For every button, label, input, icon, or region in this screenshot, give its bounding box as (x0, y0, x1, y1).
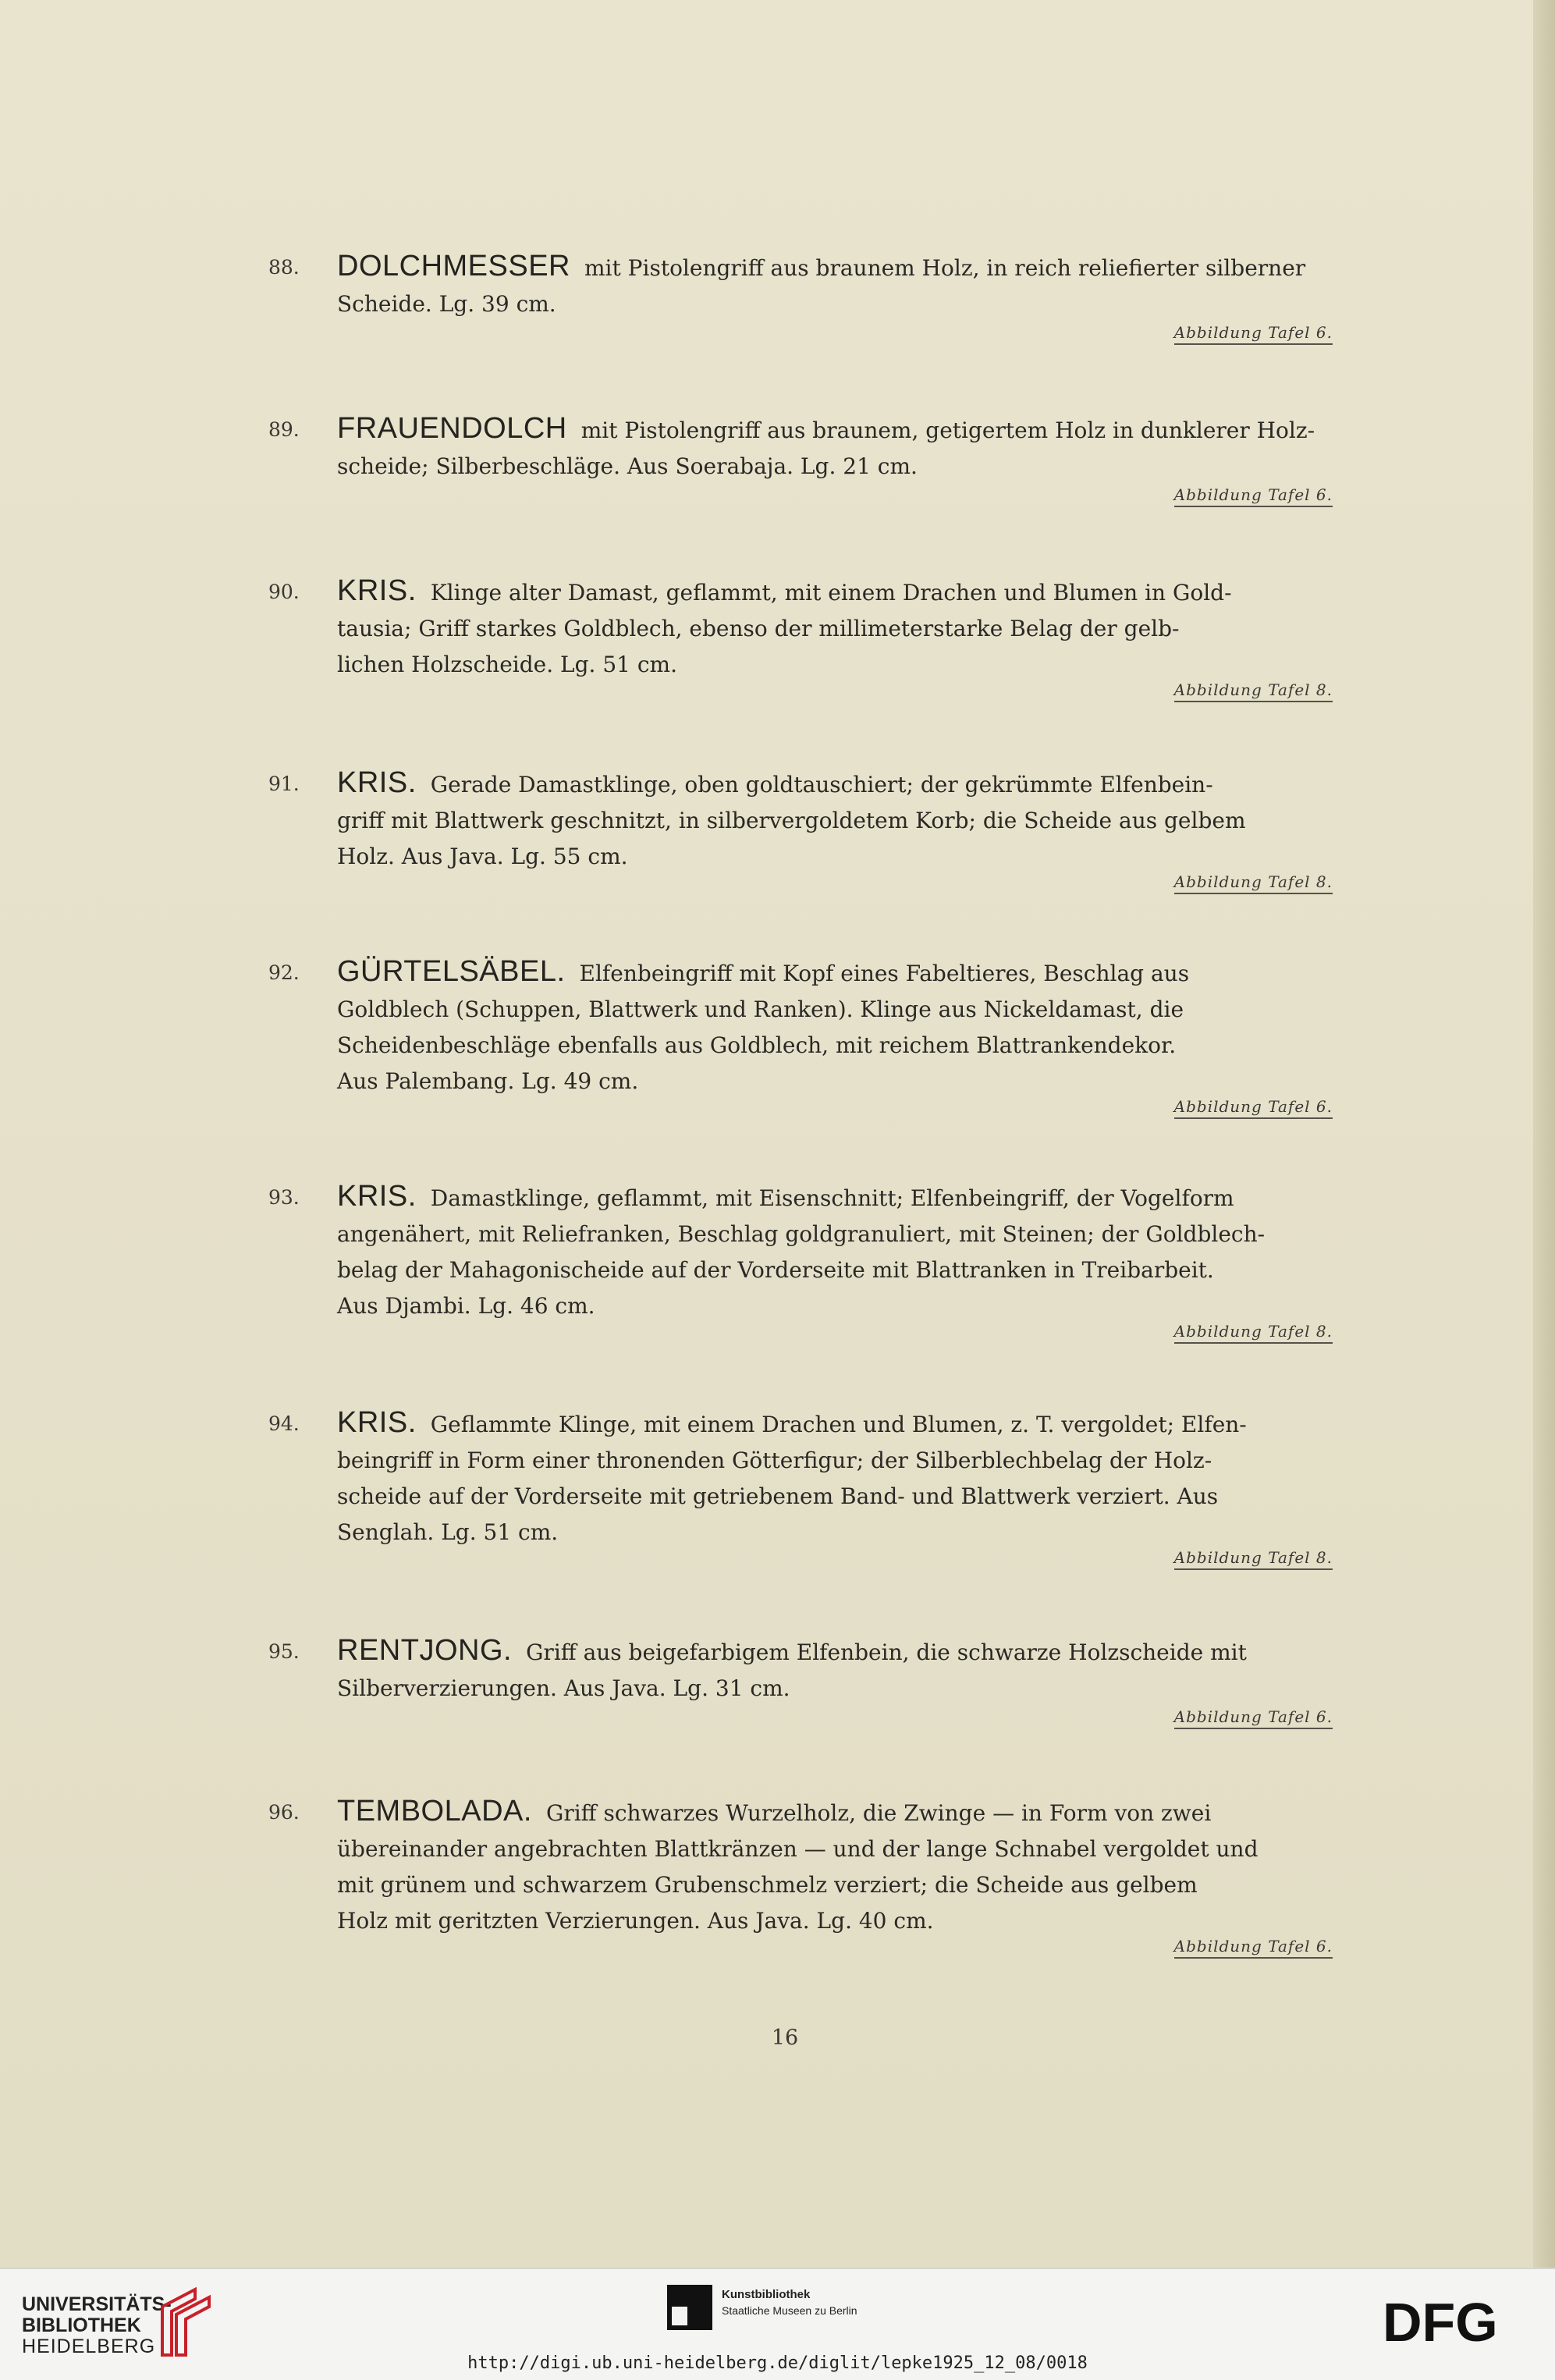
entry-line: lichen Holzscheide. Lg. 51 cm. (337, 652, 677, 677)
entry-text (337, 1178, 1336, 1324)
entry-line: Holz mit geritzten Verzierungen. Aus Java. Lg. 40 cm. (337, 1908, 934, 1934)
entry-line: Gerade Damastklinge, oben goldtauschiert; der gekrümmte Elfenbein- (430, 772, 1213, 797)
entry-line: Holz. Aus Java. Lg. 55 cm. (337, 844, 628, 869)
entry-title: RENTJONG. (337, 1634, 513, 1667)
entry-text (337, 1632, 1336, 1707)
entry-line: Elfenbeingriff mit Kopf eines Fabeltieres, Beschlag aus (579, 961, 1190, 986)
plate-reference: Abbildung Tafel 8. (1174, 1322, 1333, 1344)
kb-subtitle: Staatliche Museen zu Berlin (722, 2304, 857, 2317)
plate-reference: Abbildung Tafel 6. (1174, 323, 1333, 345)
plate-reference: Abbildung Tafel 6. (1174, 1097, 1333, 1119)
entry-line: Klinge alter Damast, geflammt, mit einem Drachen und Blumen in Gold- (430, 580, 1232, 606)
entry-number: 89. (268, 418, 300, 441)
entry-number: 92. (268, 961, 300, 984)
library-line-2: BIBLIOTHEK (22, 2314, 141, 2336)
entry-line: tausia; Griff starkes Goldblech, ebenso der millimeterstarke Belag der gelb- (337, 616, 1180, 641)
entry-line: Scheidenbeschläge ebenfalls aus Goldblech, mit reichem Blattrankendekor. (337, 1032, 1177, 1058)
entry-line: scheide auf der Vorderseite mit getriebenem Band- und Blattwerk verziert. Aus (337, 1483, 1219, 1509)
entry-text (337, 410, 1336, 485)
university-library-wordmark[interactable] (22, 2294, 172, 2357)
page-edge-shadow (1533, 0, 1555, 2268)
entry-line: Griff aus beigefarbigem Elfenbein, die schwarze Holzscheide mit (526, 1639, 1247, 1665)
page-number: 16 (771, 2026, 799, 2050)
entry-line: griff mit Blattwerk geschnitzt, in silbervergoldetem Korb; die Scheide aus gelbem (337, 808, 1246, 833)
entry-title: KRIS. (337, 1180, 417, 1213)
entry-title: KRIS. (337, 574, 417, 607)
plate-reference: Abbildung Tafel 8. (1174, 1548, 1333, 1570)
entry-text (337, 248, 1336, 322)
entry-line: Geflammte Klinge, mit einem Drachen und Blumen, z. T. vergoldet; Elfen- (430, 1412, 1247, 1437)
entry-number: 90. (268, 581, 300, 603)
entry-number: 93. (268, 1186, 300, 1209)
entry-text (337, 765, 1336, 875)
entry-title: GÜRTELSÄBEL. (337, 955, 566, 988)
entry-line: Scheide. Lg. 39 cm. (337, 291, 556, 317)
entry-line: Senglah. Lg. 51 cm. (337, 1519, 559, 1545)
entry-line: Silberverzierungen. Aus Java. Lg. 31 cm. (337, 1675, 790, 1701)
entry-number: 91. (268, 773, 300, 795)
plate-reference: Abbildung Tafel 6. (1174, 1707, 1333, 1729)
entry-text (337, 1405, 1336, 1551)
library-line-1: UNIVERSITÄTS- (22, 2293, 172, 2315)
entry-number: 96. (268, 1801, 300, 1824)
entry-line: mit Pistolengriff aus braunem, getigertem Holz in dunklerer Holz- (580, 417, 1315, 443)
entry-text (337, 573, 1336, 683)
library-line-3: HEIDELBERG (22, 2336, 156, 2357)
entry-line: mit grünem und schwarzem Grubenschmelz verziert; die Scheide aus gelbem (337, 1872, 1198, 1898)
plate-reference: Abbildung Tafel 8. (1174, 680, 1333, 702)
entry-text (337, 954, 1336, 1099)
entry-title: FRAUENDOLCH (337, 412, 567, 445)
plate-reference: Abbildung Tafel 6. (1174, 1937, 1333, 1959)
entry-line: beingriff in Form einer thronenden Götterfigur; der Silberblechbelag der Holz- (337, 1448, 1212, 1473)
entry-line: belag der Mahagonischeide auf der Vorderseite mit Blattranken in Treibarbeit. (337, 1257, 1214, 1283)
entry-line: scheide; Silberbeschläge. Aus Soerabaja. Lg. 21 cm. (337, 453, 918, 479)
dfg-logo[interactable] (1383, 2299, 1531, 2346)
kunstbibliothek-label (722, 2286, 857, 2318)
entry-line: Aus Djambi. Lg. 46 cm. (337, 1293, 595, 1319)
dfg-wordmark: DFG (1383, 2299, 1498, 2346)
entry-number: 95. (268, 1640, 300, 1663)
entry-line: übereinander angebrachten Blattkränzen — und der lange Schnabel vergoldet und (337, 1836, 1259, 1862)
permalink-url[interactable]: http://digi.ub.uni-heidelberg.de/diglit/lepke1925_12_08/0018 (467, 2353, 1088, 2373)
entry-text (337, 1793, 1336, 1939)
entry-line: Aus Palembang. Lg. 49 cm. (337, 1068, 639, 1094)
entry-number: 94. (268, 1412, 300, 1435)
entry-title: KRIS. (337, 1406, 417, 1439)
entry-title: DOLCHMESSER (337, 250, 570, 282)
digitization-footer (0, 2268, 1555, 2380)
entry-line: Damastklinge, geflammt, mit Eisenschnitt; Elfenbeingriff, der Vogelform (430, 1185, 1234, 1211)
entry-title: TEMBOLADA. (337, 1795, 532, 1828)
entry-line: Goldblech (Schuppen, Blattwerk und Ranken). Klinge aus Nickeldamast, die (337, 996, 1184, 1022)
kb-name: Kunstbibliothek (722, 2288, 811, 2301)
plate-reference: Abbildung Tafel 8. (1174, 872, 1333, 894)
entry-line: angenähert, mit Reliefranken, Beschlag goldgranuliert, mit Steinen; der Goldblech- (337, 1221, 1266, 1247)
entry-line: Griff schwarzes Wurzelholz, die Zwinge — in Form von zwei (545, 1800, 1212, 1826)
entry-number: 88. (268, 256, 300, 279)
plate-reference: Abbildung Tafel 6. (1174, 485, 1333, 507)
entry-title: KRIS. (337, 766, 417, 799)
kunstbibliothek-logo-icon[interactable] (666, 2283, 714, 2332)
entry-line: mit Pistolengriff aus braunem Holz, in reich reliefierter silberner (584, 255, 1306, 281)
university-library-logo-icon[interactable] (156, 2283, 218, 2361)
